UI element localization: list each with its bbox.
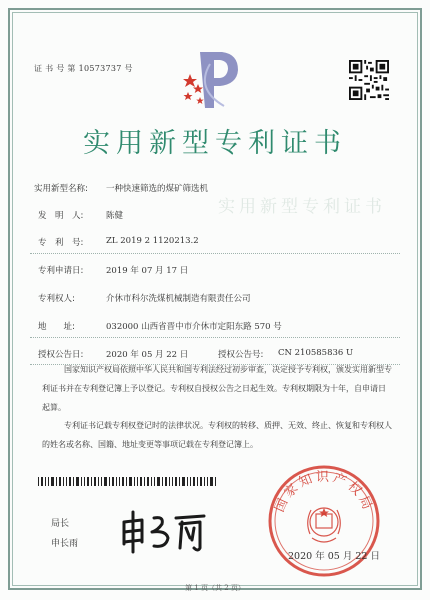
page-title: 实用新型专利证书 [83,128,347,159]
official-seal [265,462,383,580]
seal-text: 国家知识产权局 [272,469,376,515]
grant-date-label: 授权公告日: [38,350,84,360]
utility-model-name: 一种快速筛选的煤矿筛选机 [106,184,209,194]
grant-date: 2020 年 05 月 22 日 [106,350,189,360]
certificate-number: 证 书 号 第 10573737 号 [34,64,133,73]
divider [30,337,400,338]
utility-model-name-label: 实用新型名称: [34,184,88,194]
patent-number-label: 专 利 号: [38,238,84,248]
patentee-value: 介休市科尔洗煤机械制造有限责任公司 [106,294,251,304]
filing-date-label: 专利申请日: [38,266,84,276]
qr-code [349,60,389,100]
handwritten-signature [118,508,208,556]
seal-date: 2020 年 05 月 22 日 [288,551,380,562]
page-footer: 第 1 页（共 2 页） [185,584,245,592]
inventor-label: 发 明 人: [38,211,84,221]
inventor-value: 陈健 [106,211,124,221]
director-name-label: 申长雨 [51,539,79,549]
patent-office-logo-icon [180,44,250,114]
director-title-label: 局长 [51,519,70,529]
certificate-paragraph: 国家知识产权局依照中华人民共和国专利法经过初步审查，决定授予专利权，颁发实用新型专利证书并在专利登记簿上予以登记。专利权自授权公告之日起生效。专利权期限为十年，自申请日起算。 [42,365,392,412]
grant-number: CN 210585836 U [278,348,354,358]
address-label: 地 址: [38,322,75,332]
certificate-paragraph: 专利证书记载专利权登记时的法律状况。专利权的转移、质押、无效、终止、恢复和专利权人的姓名或名称、国籍、地址变更等事项记载在专利登记簿上。 [42,421,392,449]
watermark-text: 实用新型专利证书 [218,197,386,217]
barcode [38,477,218,486]
patentee-label: 专利权人: [38,294,75,304]
patent-number: ZL 2019 2 1120213.2 [106,236,199,246]
address-value: 032000 山西省晋中市介休市定阳东路 570 号 [106,322,282,332]
divider [30,253,400,254]
grant-number-label: 授权公告号: [218,350,264,360]
filing-date: 2019 年 07 月 17 日 [106,266,189,276]
